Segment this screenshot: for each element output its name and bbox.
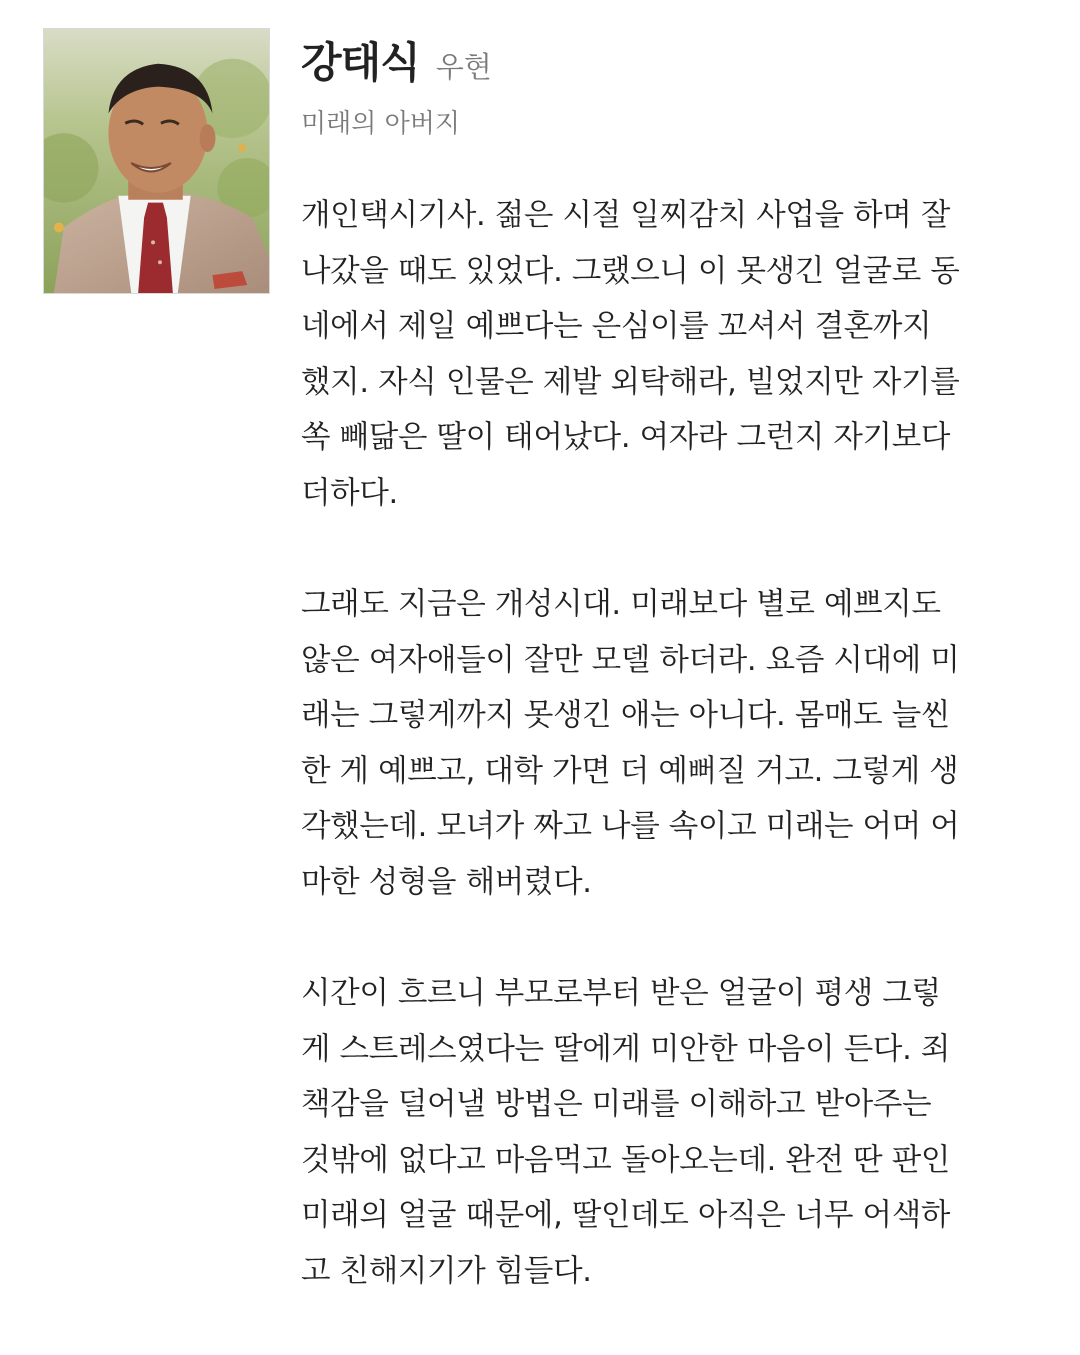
description-line: 네에서 제일 예쁘다는 은심이를 꼬셔서 결혼까지 (301, 309, 932, 344)
description-line: 미래의 얼굴 때문에, 딸인데도 아직은 너무 어색하 (301, 1198, 951, 1233)
actor-name: 우현 (435, 50, 492, 84)
description-line: 했지. 자식 인물은 제발 외탁해라, 빌었지만 자기를 (301, 364, 960, 400)
description-line: 더하다. (301, 475, 398, 511)
description-line: 책감을 덜어낼 방법은 미래를 이해하고 받아주는 (301, 1087, 932, 1122)
description-line: 시간이 흐르니 부모로부터 받은 얼굴이 평생 그렇 (301, 976, 941, 1011)
character-role: 미래의 아버지 (301, 109, 460, 139)
description-line: 것밖에 없다고 마음먹고 돌아오는데. 완전 딴 판인 (301, 1142, 951, 1178)
description-line: 고 친해지기가 힘들다. (301, 1253, 592, 1289)
description-line: 한 게 예쁘고, 대학 가면 더 예뻐질 거고. 그렇게 생 (301, 753, 959, 789)
description-line: 래는 그렇게까지 못생긴 애는 아니다. 몸매도 늘씬 (301, 698, 951, 733)
description-paragraph-3 (301, 966, 1041, 1299)
name-row (301, 30, 1041, 94)
character-description (301, 188, 1041, 1299)
description-line: 각했는데. 모녀가 짜고 나를 속이고 미래는 어머 어 (301, 809, 960, 844)
description-line: 게 스트레스였다는 딸에게 미안한 마음이 든다. 죄 (301, 1031, 951, 1067)
character-photo-image (44, 29, 269, 293)
description-line: 않은 여자애들이 잘만 모델 하더라. 요즘 시대에 미 (301, 642, 960, 678)
description-line: 마한 성형을 해버렸다. (301, 864, 592, 900)
description-line: 그래도 지금은 개성시대. 미래보다 별로 예쁘지도 (301, 587, 941, 622)
description-line: 개인택시기사. 젊은 시절 일찌감치 사업을 하며 잘 (301, 198, 951, 233)
description-paragraph-2 (301, 577, 1041, 910)
character-profile (301, 30, 1041, 1355)
character-photo (43, 28, 270, 294)
description-line: 나갔을 때도 있었다. 그랬으니 이 못생긴 얼굴로 동 (301, 253, 960, 289)
description-paragraph-1 (301, 188, 1041, 521)
character-name: 강태식 (301, 38, 420, 87)
description-line: 쏙 빼닮은 딸이 태어났다. 여자라 그런지 자기보다 (301, 420, 951, 455)
